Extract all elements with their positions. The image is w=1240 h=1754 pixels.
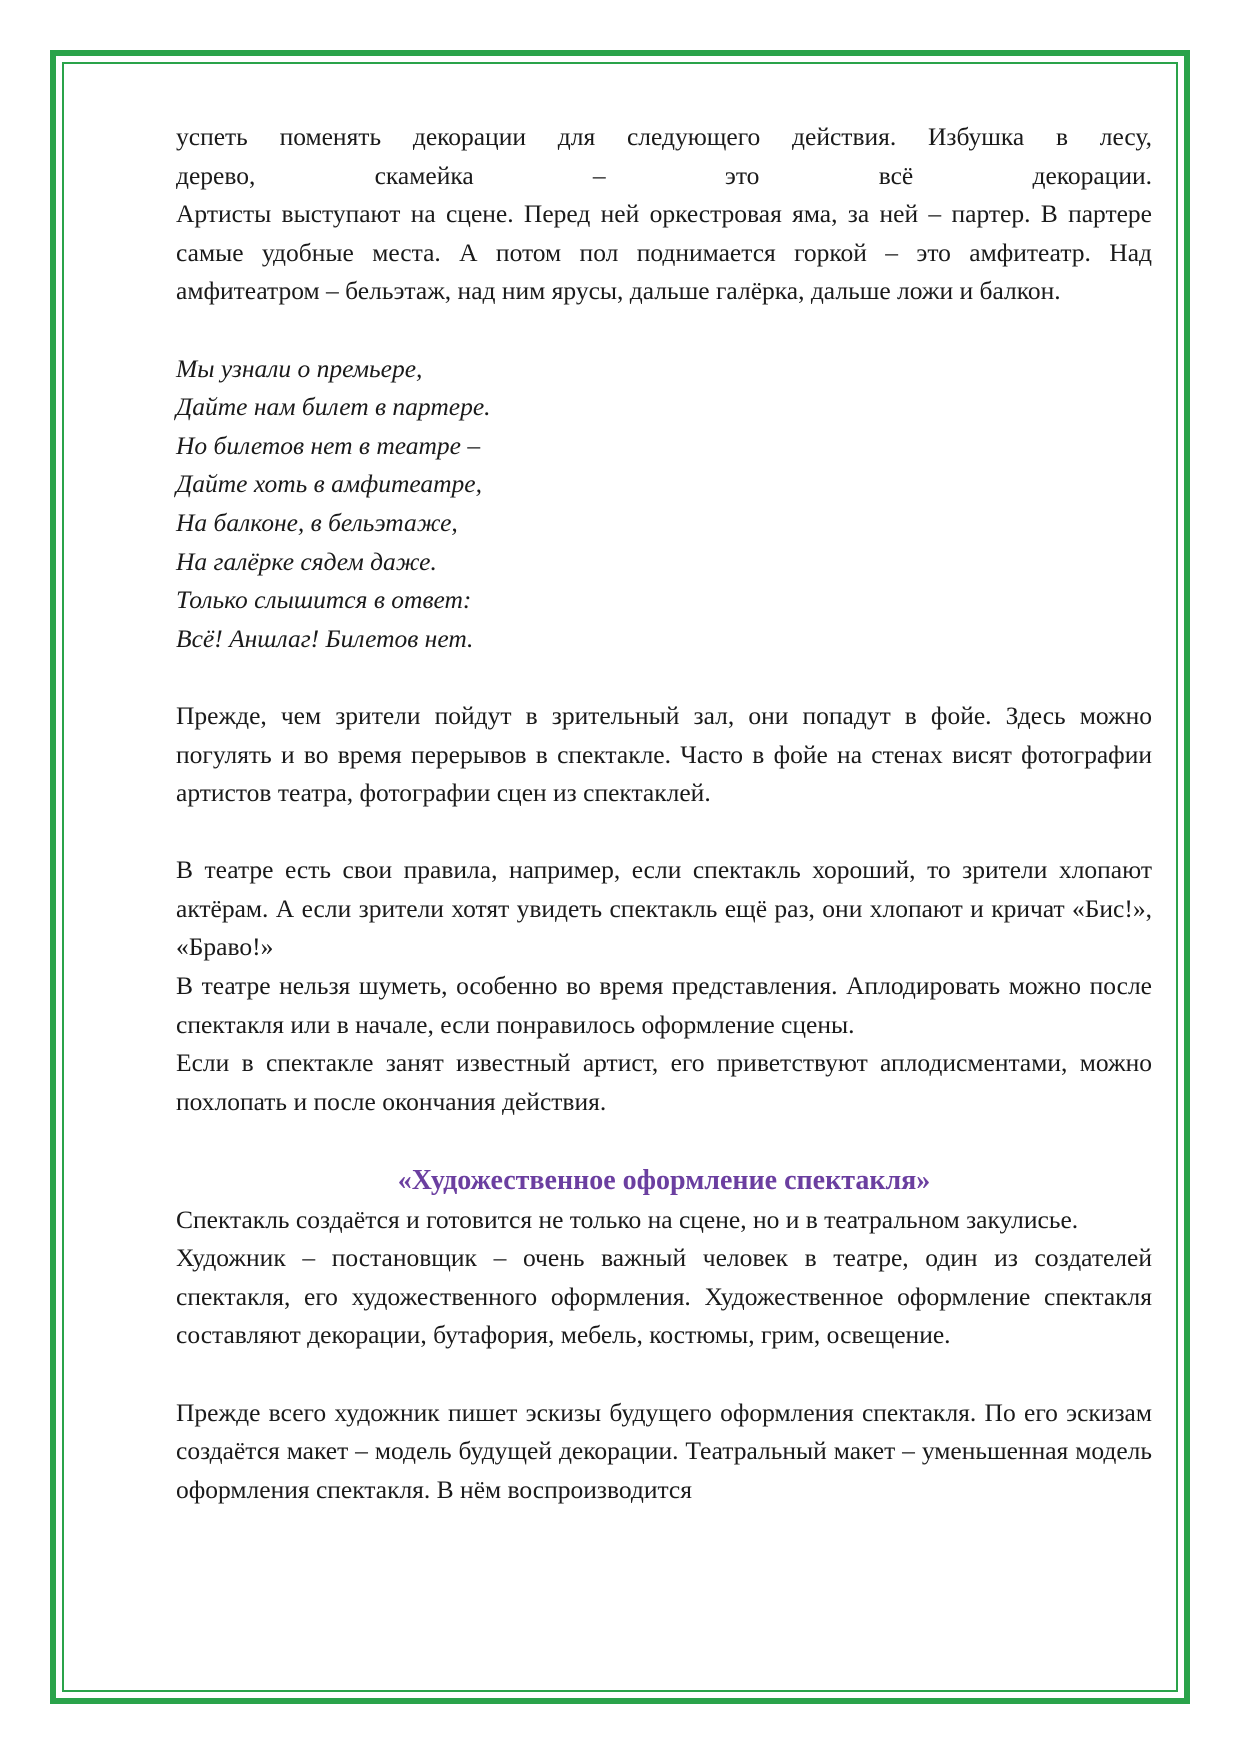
poem-line-7: Только слышится в ответ: (176, 585, 472, 615)
document-body (176, 118, 1152, 1509)
intro-rest: Артисты выступают на сцене. Перед ней оркестровая яма, за ней – партер. В партере самые удобные места. А потом пол поднимается горкой – это амфитеатр. Над амфитеатром – бельэтаж, над ним ярусы, дальше галёрка, дальше ложи и балкон. (176, 199, 1152, 306)
poem (176, 350, 1152, 659)
section-paragraph-2: Художник – постановщик – очень важный человек в театре, один из создателей спектакля, его художественного оформления. Художественное оформление спектакля составляют декорации, бутафория, мебель, костюмы, грим, освещение. (176, 1243, 1152, 1350)
foyer-paragraph: Прежде, чем зрители пойдут в зрительный зал, они попадут в фойе. Здесь можно погулять и во время перерывов в спектакле. Часто в фойе на стенах висят фотографии артистов театра, фотографии сцен из спектаклей. (176, 700, 1152, 808)
poem-line-8: Всё! Аншлаг! Билетов нет. (176, 623, 474, 653)
spacer (176, 1355, 1152, 1394)
spacer (176, 1121, 1152, 1160)
intro-line-2: дерево, скамейка – это всё декорации. (176, 160, 1152, 190)
spacer (176, 813, 1152, 852)
rules-paragraph-1: В театре есть свои правила, например, если спектакль хороший, то зрители хлопают актёрам. А если зрители хотят увидеть спектакль ещё раз, они хлопают и кричат «Бис!», «Браво!» (176, 855, 1152, 962)
intro-line-1: успеть поменять декорации для следующего действия. Избушка в лесу, (176, 122, 1152, 151)
section-heading: «Художественное оформление спектакля» (397, 1165, 931, 1197)
poem-line-4: Дайте хоть в амфитеатре, (176, 469, 482, 499)
intro-paragraph (176, 118, 1152, 311)
poem-line-2: Дайте нам билет в партере. (176, 392, 491, 422)
spacer (176, 658, 1152, 697)
section-paragraph-3: Прежде всего художник пишет эскизы будущего оформления спектакля. По его эскизам создаётся макет – модель будущей декорации. Театральный макет – уменьшенная модель оформления спектакля. В нём воспроизводится (176, 1397, 1152, 1504)
poem-line-6: На галёрке сядем даже. (176, 546, 437, 576)
poem-line-3: Но билетов нет в театре – (176, 430, 481, 460)
rules-paragraph-3: Если в спектакле занят известный артист, его приветствуют аплодисментами, можно похлопать и после окончания действия. (176, 1048, 1152, 1116)
poem-line-5: На балконе, в бельэтаже, (176, 507, 458, 537)
poem-line-1: Мы узнали о премьере, (176, 353, 423, 383)
section-paragraph-1: Спектакль создаётся и готовится не только на сцене, но и в театральном закулисье. (176, 1204, 1079, 1234)
spacer (176, 311, 1152, 350)
rules-paragraph-2: В театре нельзя шуметь, особенно во время представления. Аплодировать можно после спектакля или в начале, если понравилось оформление сцены. (176, 971, 1152, 1039)
